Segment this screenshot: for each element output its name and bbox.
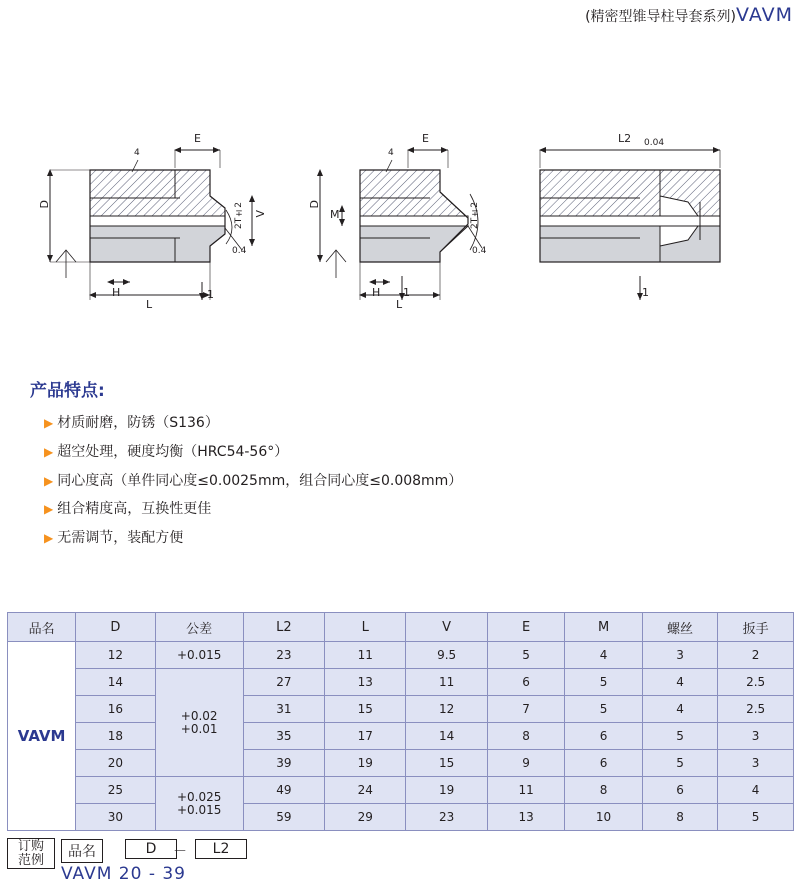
order-field-d: D — [125, 839, 177, 859]
triangle-bullet-icon: ▶ — [44, 502, 54, 517]
cell-v: 23 — [406, 804, 487, 831]
cell-l: 15 — [325, 696, 406, 723]
cell-l2: 27 — [243, 669, 324, 696]
th-name: 品名 — [8, 613, 76, 642]
cell-m: 4 — [565, 642, 642, 669]
cell-screw: 8 — [642, 804, 717, 831]
th-l: L — [325, 613, 406, 642]
table-row — [8, 723, 794, 750]
cell-screw: 5 — [642, 723, 717, 750]
cell-l: 13 — [325, 669, 406, 696]
cell-wrench: 3 — [718, 723, 794, 750]
triangle-bullet-icon: ▶ — [44, 416, 54, 430]
cell-m: 6 — [565, 750, 642, 777]
dim-004-right: 0.04 — [644, 138, 665, 148]
cell-e: 13 — [487, 804, 564, 831]
order-dash: － — [173, 844, 187, 860]
cell-e: 6 — [487, 669, 564, 696]
cell-v: 12 — [406, 696, 487, 723]
dim-1-middle: 1 — [403, 286, 410, 299]
feature-item — [44, 415, 770, 432]
dim-1-left: 1 — [207, 288, 214, 301]
cell-tolerance: +0.015 — [155, 642, 243, 669]
specification-table — [7, 612, 794, 831]
cell-v: 14 — [406, 723, 487, 750]
drawing-middle — [290, 110, 520, 340]
feature-item — [44, 530, 770, 547]
cell-l: 11 — [325, 642, 406, 669]
th-wrench: 扳手 — [718, 613, 794, 642]
dim-4-left: 4 — [134, 148, 140, 158]
cell-v: 19 — [406, 777, 487, 804]
th-e: E — [487, 613, 564, 642]
order-label-line2: 范例 — [17, 852, 44, 868]
cell-l2: 23 — [243, 642, 324, 669]
table-row — [8, 642, 794, 669]
dim-04-left: 0.4 — [232, 246, 247, 256]
cell-m: 8 — [565, 777, 642, 804]
order-example — [7, 838, 794, 886]
technical-drawings — [0, 110, 801, 340]
cell-m: 10 — [565, 804, 642, 831]
th-m: M — [565, 613, 642, 642]
dim-H-left: H — [112, 286, 121, 299]
drawing-right — [520, 110, 780, 340]
triangle-bullet-icon: ▶ — [44, 531, 54, 546]
order-example-value: VAVM 20 - 39 — [61, 864, 186, 884]
header-series-code: VAVM — [736, 4, 793, 26]
feature-item — [44, 473, 770, 490]
cell-product-name: VAVM — [8, 642, 76, 831]
cell-e: 7 — [487, 696, 564, 723]
cell-wrench: 2.5 — [718, 696, 794, 723]
cell-l: 19 — [325, 750, 406, 777]
dim-E-middle: E — [422, 132, 429, 145]
cell-d: 20 — [76, 750, 155, 777]
cell-tolerance: +0.02 +0.01 — [155, 669, 243, 777]
dim-L-middle: L — [396, 298, 403, 311]
page-header — [585, 4, 793, 26]
feature-text: 同心度高（单件同心度≤0.0025mm，组合同心度≤0.008mm） — [57, 472, 463, 489]
dim-H-middle: H — [372, 286, 381, 299]
cell-l: 24 — [325, 777, 406, 804]
cell-l: 17 — [325, 723, 406, 750]
th-screw: 螺丝 — [642, 613, 717, 642]
cell-l2: 49 — [243, 777, 324, 804]
cell-wrench: 2.5 — [718, 669, 794, 696]
cell-d: 25 — [76, 777, 155, 804]
cell-l2: 35 — [243, 723, 324, 750]
order-field-name: 品名 — [61, 839, 103, 863]
cell-d: 14 — [76, 669, 155, 696]
dim-V-left: V — [254, 210, 267, 218]
cell-screw: 3 — [642, 642, 717, 669]
cell-d: 18 — [76, 723, 155, 750]
triangle-bullet-icon: ▶ — [44, 473, 54, 488]
product-features — [30, 376, 770, 559]
dim-2T-middle: 2T±2 — [470, 202, 480, 229]
dim-L-left: L — [146, 298, 153, 311]
cell-wrench: 2 — [718, 642, 794, 669]
drawing-left — [20, 110, 290, 340]
feature-text: 超空处理，硬度均衡（HRC54-56°） — [57, 443, 289, 460]
cell-v: 11 — [406, 669, 487, 696]
cell-l: 29 — [325, 804, 406, 831]
cell-m: 5 — [565, 669, 642, 696]
table-row — [8, 696, 794, 723]
table-row — [8, 804, 794, 831]
cell-m: 5 — [565, 696, 642, 723]
cell-wrench: 4 — [718, 777, 794, 804]
cell-d: 16 — [76, 696, 155, 723]
feature-item — [44, 501, 770, 518]
feature-text: 材质耐磨，防锈（S136） — [57, 415, 219, 431]
cell-screw: 5 — [642, 750, 717, 777]
cell-m: 6 — [565, 723, 642, 750]
cell-screw: 6 — [642, 777, 717, 804]
th-d: D — [76, 613, 155, 642]
cell-l2: 59 — [243, 804, 324, 831]
dim-D-middle: D — [308, 200, 321, 209]
table-row — [8, 750, 794, 777]
header-chinese-title: (精密型锥导柱导套系列) — [585, 9, 737, 25]
order-label-line1: 订购 — [17, 839, 44, 854]
th-l2: L2 — [243, 613, 324, 642]
dim-L2-right: L2 — [618, 132, 632, 145]
dim-E-left: E — [194, 132, 201, 145]
dim-M-middle: M — [330, 208, 340, 221]
cell-wrench: 5 — [718, 804, 794, 831]
cell-e: 5 — [487, 642, 564, 669]
cell-screw: 4 — [642, 696, 717, 723]
cell-tolerance: +0.025 +0.015 — [155, 777, 243, 831]
cell-l2: 39 — [243, 750, 324, 777]
th-tolerance: 公差 — [155, 613, 243, 642]
cell-v: 9.5 — [406, 642, 487, 669]
th-v: V — [406, 613, 487, 642]
feature-item — [44, 444, 770, 461]
feature-text: 组合精度高，互换性更佳 — [57, 501, 212, 518]
cell-d: 12 — [76, 642, 155, 669]
dim-2T-left: 2T±2 — [234, 202, 244, 229]
cell-v: 15 — [406, 750, 487, 777]
dim-4-middle: 4 — [388, 148, 394, 158]
cell-e: 8 — [487, 723, 564, 750]
dim-04-middle: 0.4 — [472, 246, 487, 256]
dim-1-right: 1 — [642, 286, 649, 299]
dim-D-left: D — [38, 200, 51, 209]
order-example-label — [7, 838, 55, 869]
features-title: 产品特点: — [30, 381, 105, 401]
cell-wrench: 3 — [718, 750, 794, 777]
table-row — [8, 669, 794, 696]
cell-e: 9 — [487, 750, 564, 777]
triangle-bullet-icon: ▶ — [44, 444, 54, 459]
table-header-row — [8, 613, 794, 642]
feature-text: 无需调节，装配方便 — [57, 530, 184, 547]
table-row — [8, 777, 794, 804]
cell-d: 30 — [76, 804, 155, 831]
cell-e: 11 — [487, 777, 564, 804]
cell-screw: 4 — [642, 669, 717, 696]
order-field-l2: L2 — [195, 839, 247, 859]
cell-l2: 31 — [243, 696, 324, 723]
